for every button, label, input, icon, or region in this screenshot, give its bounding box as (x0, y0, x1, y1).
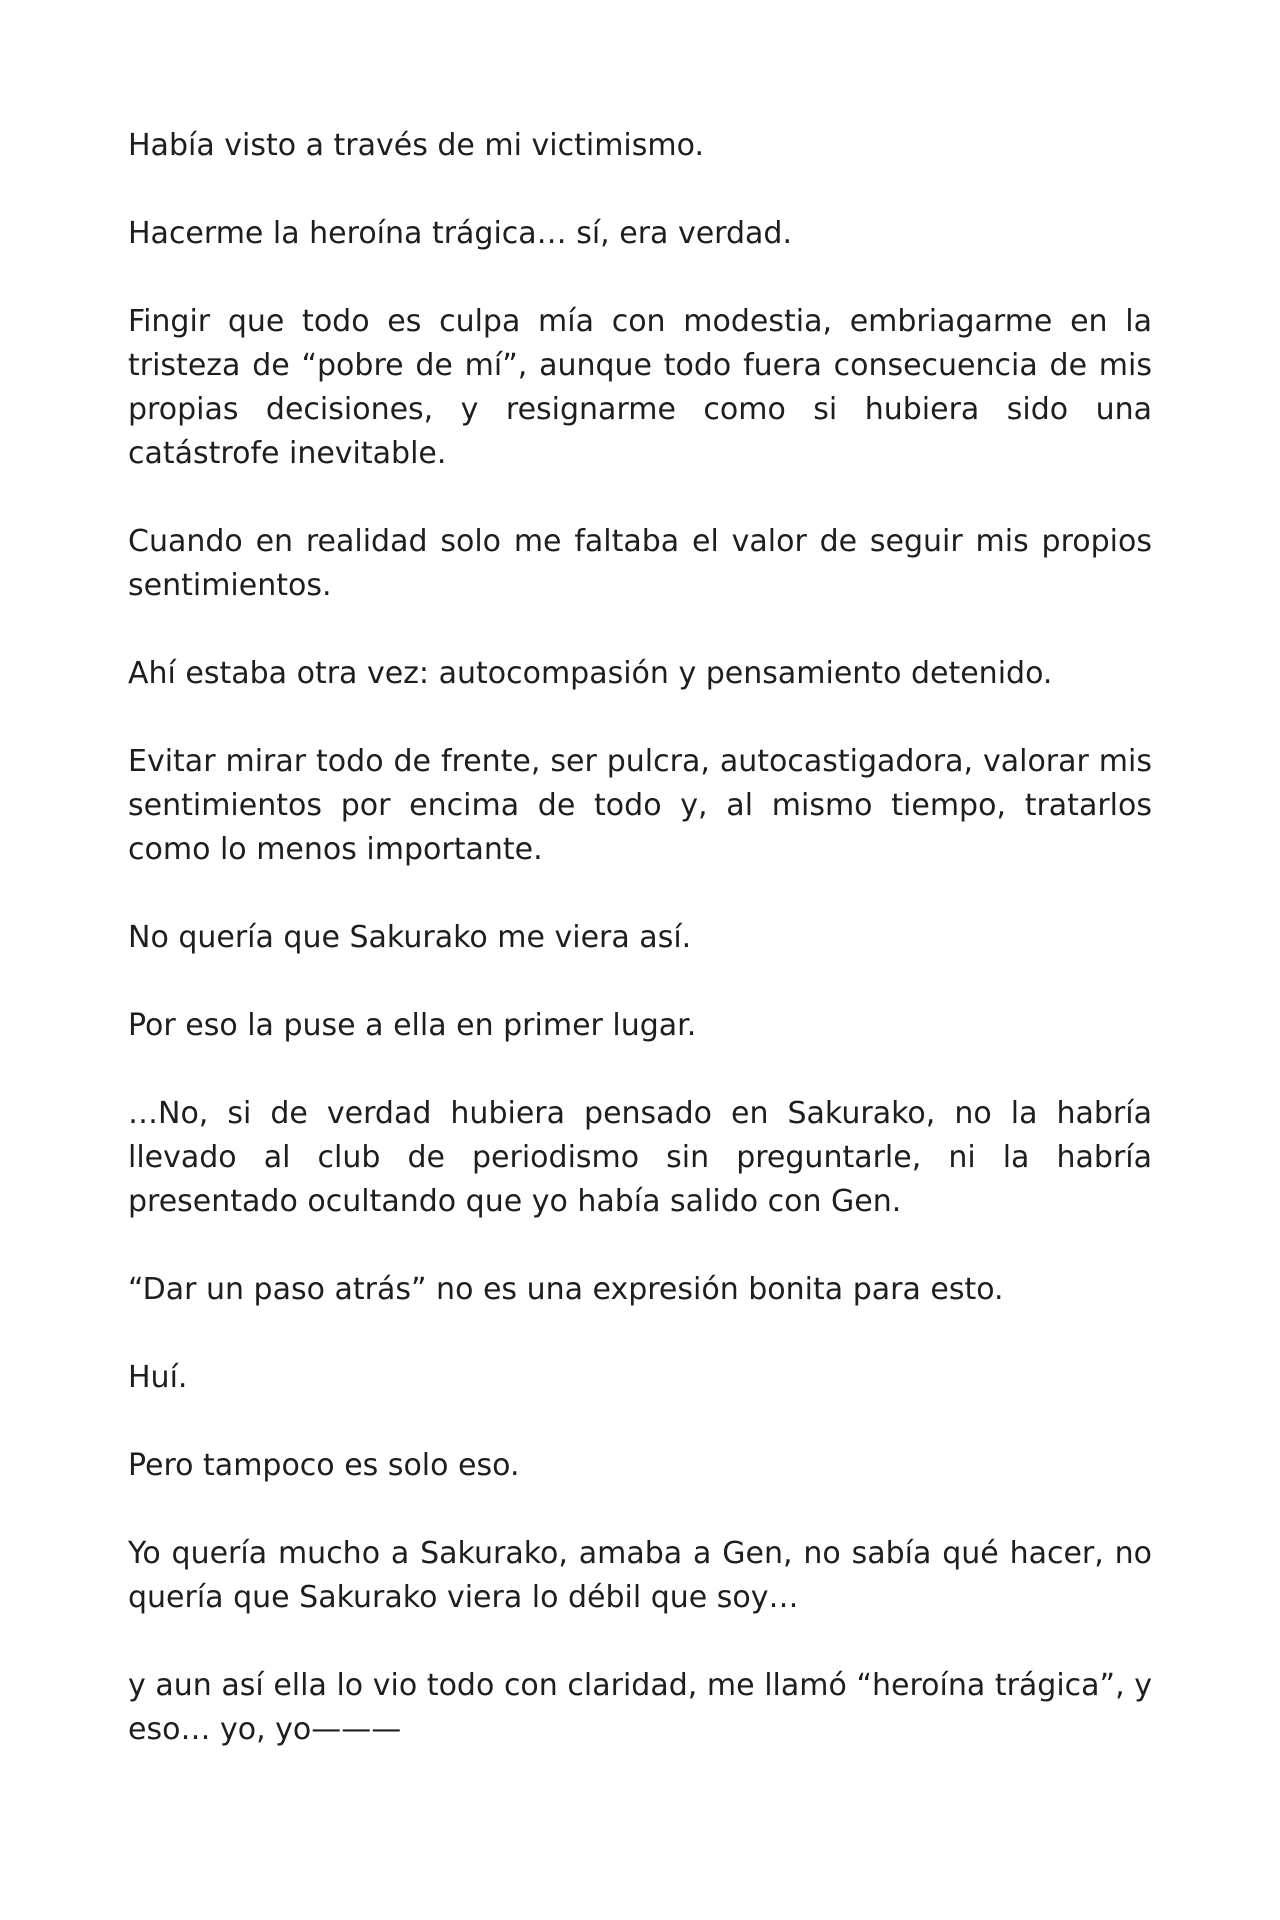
paragraph: No quería que Sakurako me viera así. (128, 920, 692, 955)
paragraph: Fingir que todo es culpa mía con modestia, embriagarme en la tristeza de “pobre de mí”, aunque todo fuera consecuencia de mis propias decisiones, y resignarme como si hubiera sido una catástrofe inevitable. (128, 304, 1152, 471)
paragraph: Hacerme la heroína trágica… sí, era verdad. (128, 216, 792, 251)
paragraph: Había visto a través de mi victimismo. (128, 128, 704, 163)
paragraph: Yo quería mucho a Sakurako, amaba a Gen, no sabía qué hacer, no quería que Sakurako viera lo débil que soy… (128, 1536, 1152, 1615)
paragraph: Pero tampoco es solo eso. (128, 1448, 520, 1483)
paragraph: Por eso la puse a ella en primer lugar. (128, 1008, 697, 1043)
paragraph: Ahí estaba otra vez: autocompasión y pensamiento detenido. (128, 656, 1053, 691)
paragraph: “Dar un paso atrás” no es una expresión bonita para esto. (128, 1272, 1004, 1307)
paragraph: Huí. (128, 1360, 188, 1395)
paragraph: …No, si de verdad hubiera pensado en Sakurako, no la habría llevado al club de periodismo sin preguntarle, ni la habría presentado ocultando que yo había salido con Gen. (128, 1096, 1152, 1219)
paragraph: Cuando en realidad solo me faltaba el valor de seguir mis propios sentimientos. (128, 524, 1152, 603)
document-body (128, 124, 1152, 1752)
paragraph: Evitar mirar todo de frente, ser pulcra, autocastigadora, valorar mis sentimientos por encima de todo y, al mismo tiempo, tratarlos como lo menos importante. (128, 744, 1152, 867)
paragraph: y aun así ella lo vio todo con claridad, me llamó “heroína trágica”, y eso… yo, yo——— (128, 1668, 1152, 1747)
